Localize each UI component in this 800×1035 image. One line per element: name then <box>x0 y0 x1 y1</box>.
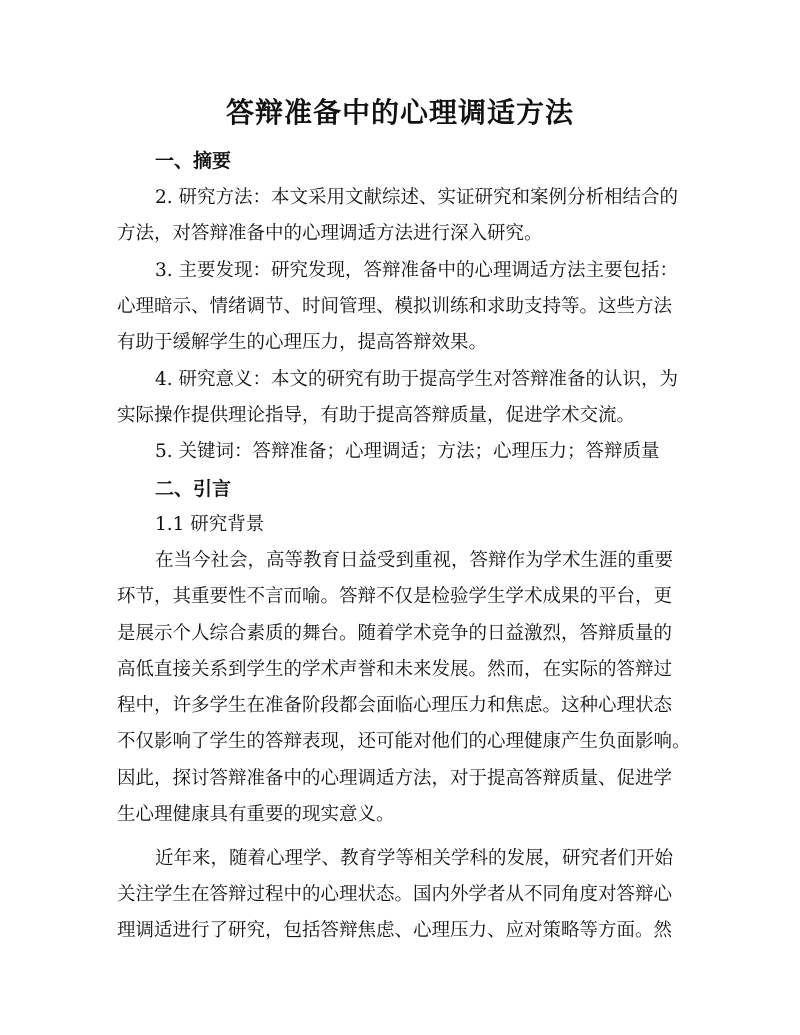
subsection-heading-background: 1.1 研究背景 <box>155 514 265 535</box>
paragraph-line: 生心理健康具有重要的现实意义。 <box>117 804 395 825</box>
paragraph-line: 3. 主要发现：研究发现，答辩准备中的心理调适方法主要包括： <box>155 260 679 281</box>
paragraph-line: 有助于缓解学生的心理压力，提高答辩效果。 <box>117 332 488 353</box>
paragraph-line: 因此，探讨答辩准备中的心理调适方法，对于提高答辩质量、促进学 <box>117 768 673 789</box>
paragraph-line: 关注学生在答辩过程中的心理状态。国内外学者从不同角度对答辩心 <box>117 884 673 905</box>
paragraph-line: 程中，许多学生在准备阶段都会面临心理压力和焦虑。这种心理状态 <box>117 695 673 716</box>
paragraph-line: 环节，其重要性不言而喻。答辩不仅是检验学生学术成果的平台，更 <box>117 586 673 607</box>
paragraph-line: 不仅影响了学生的答辩表现，还可能对他们的心理健康产生负面影响。 <box>117 731 691 752</box>
document-title: 答辩准备中的心理调适方法 <box>225 96 574 129</box>
section-heading-introduction: 二、引言 <box>155 478 232 500</box>
section-heading-abstract: 一、摘要 <box>155 150 232 172</box>
paragraph-line: 实际操作提供理论指导，有助于提高答辩质量，促进学术交流。 <box>117 405 636 426</box>
paragraph-line: 理调适进行了研究，包括答辩焦虑、心理压力、应对策略等方面。然 <box>117 920 673 941</box>
paragraph-line: 是展示个人综合素质的舞台。随着学术竞争的日益激烈，答辩质量的 <box>117 623 673 644</box>
paragraph-line: 高低直接关系到学生的学术声誉和未来发展。然而，在实际的答辩过 <box>117 659 673 680</box>
paragraph-line: 近年来，随着心理学、教育学等相关学科的发展，研究者们开始 <box>155 848 674 869</box>
paragraph-line: 心理暗示、情绪调节、时间管理、模拟训练和求助支持等。这些方法 <box>117 296 673 317</box>
paragraph-line: 2. 研究方法：本文采用文献综述、实证研究和案例分析相结合的 <box>155 187 679 208</box>
paragraph-line: 在当今社会，高等教育日益受到重视，答辩作为学术生涯的重要 <box>155 550 674 571</box>
paragraph-line: 4. 研究意义：本文的研究有助于提高学生对答辩准备的认识，为 <box>155 369 679 390</box>
paragraph-line: 方法，对答辩准备中的心理调适方法进行深入研究。 <box>117 223 543 244</box>
keywords-line: 5. 关键词：答辩准备；心理调适；方法；心理压力；答辩质量 <box>155 441 660 462</box>
